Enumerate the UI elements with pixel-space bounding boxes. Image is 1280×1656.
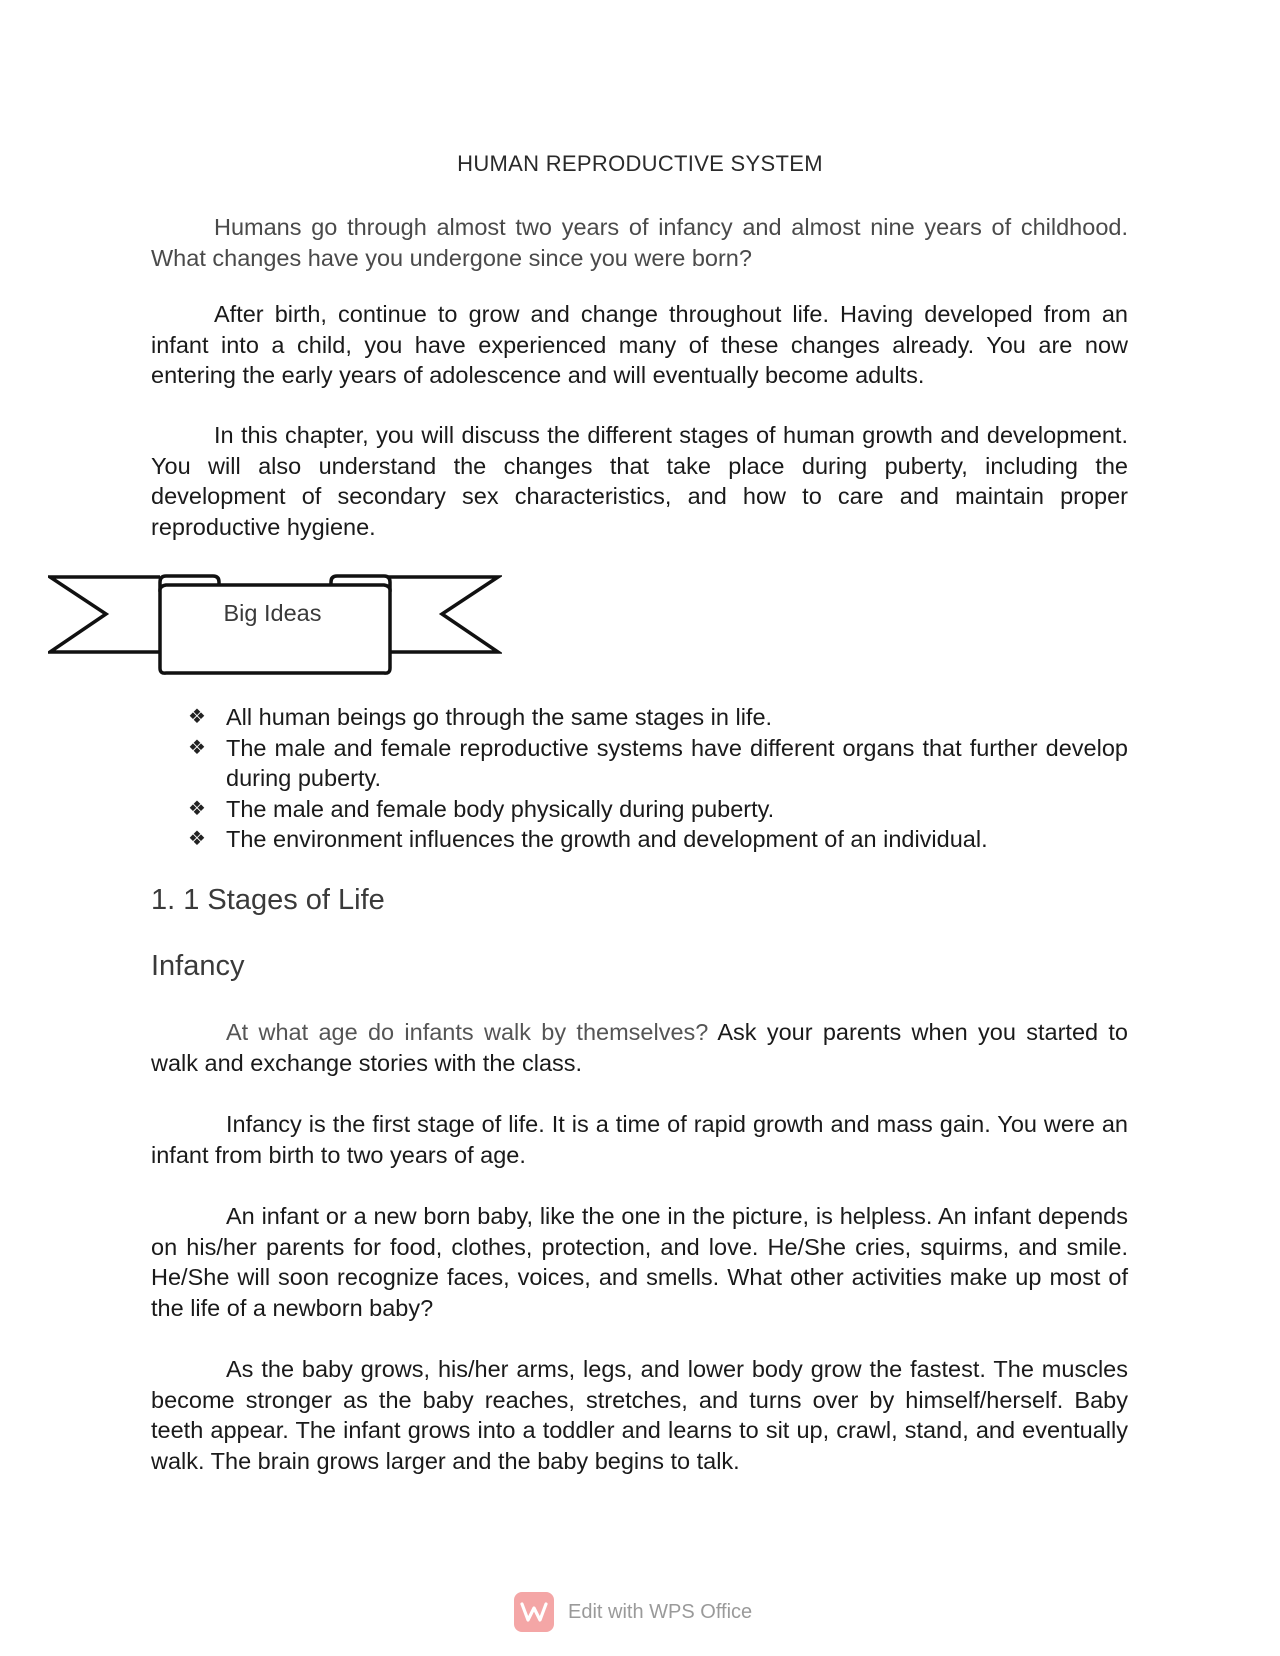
wps-footer[interactable] [514, 1590, 752, 1634]
page-title: HUMAN REPRODUCTIVE SYSTEM [457, 151, 823, 176]
intro-paragraph-1: Humans go through almost two years of infancy and almost nine years of childhood. What changes have you undergone since you were born? [151, 214, 1128, 271]
list-item: ❖ The male and female body physically during puberty. [186, 794, 1128, 825]
diamond-bullet-icon: ❖ [188, 828, 206, 850]
diamond-bullet-icon: ❖ [188, 797, 206, 820]
diamond-bullet-icon: ❖ [188, 706, 206, 728]
footer-text: Edit with WPS Office [568, 1600, 753, 1623]
list-item: ❖ The male and female reproductive systems have different organs that further develop during puberty. [188, 734, 1128, 791]
infancy-question-rest: Ask your parents when you started to walk and exchange stories with the class. [151, 1019, 1128, 1076]
infancy-paragraph-1 [151, 1017, 1128, 1078]
list-item: ❖ The environment influences the growth and development of an individual. [186, 824, 1128, 855]
list-item: ❖ All human beings go through the same stages in life. [186, 702, 1128, 733]
intro-paragraph-3: In this chapter, you will discuss the different stages of human growth and development. You will also understand the changes that take place during puberty, including the development of secondary sex characteristics, and how to care and maintain proper reproductive hygiene. [151, 422, 1128, 540]
subsection-heading: Infancy [151, 950, 245, 982]
intro-paragraph-2: After birth, continue to grow and change throughout life. Having developed from an infant into a child, you have experienced many of these changes already. You are now entering the early years of adolescence and will eventually become adults. [151, 301, 1128, 388]
infancy-question: At what age do infants walk by themselves? [226, 1019, 709, 1045]
section-heading: 1. 1 Stages of Life [151, 884, 385, 916]
infancy-paragraph-4: As the baby grows, his/her arms, legs, and lower body grow the fastest. The muscles become stronger as the baby reaches, stretches, and turns over by himself/herself. Baby teeth appear. The infant grows into a toddler and learns to sit up, crawl, stand, and eventually walk. The brain grows larger and the baby begins to talk. [151, 1356, 1128, 1474]
big-ideas-label: Big Ideas [223, 600, 322, 626]
diamond-bullet-icon: ❖ [188, 736, 206, 759]
big-ideas-list [186, 702, 1128, 855]
infancy-paragraph-2: Infancy is the first stage of life. It is a time of rapid growth and mass gain. You were an infant from birth to two years of age. [151, 1111, 1128, 1168]
wps-logo-icon [514, 1592, 554, 1632]
infancy-paragraph-3: An infant or a new born baby, like the one in the picture, is helpless. An infant depends on his/her parents for food, clothes, protection, and love. He/She cries, squirms, and smile. He/She will soon recognize faces, voices, and smells. What other activities make up most of the life of a newborn baby? [151, 1203, 1128, 1321]
